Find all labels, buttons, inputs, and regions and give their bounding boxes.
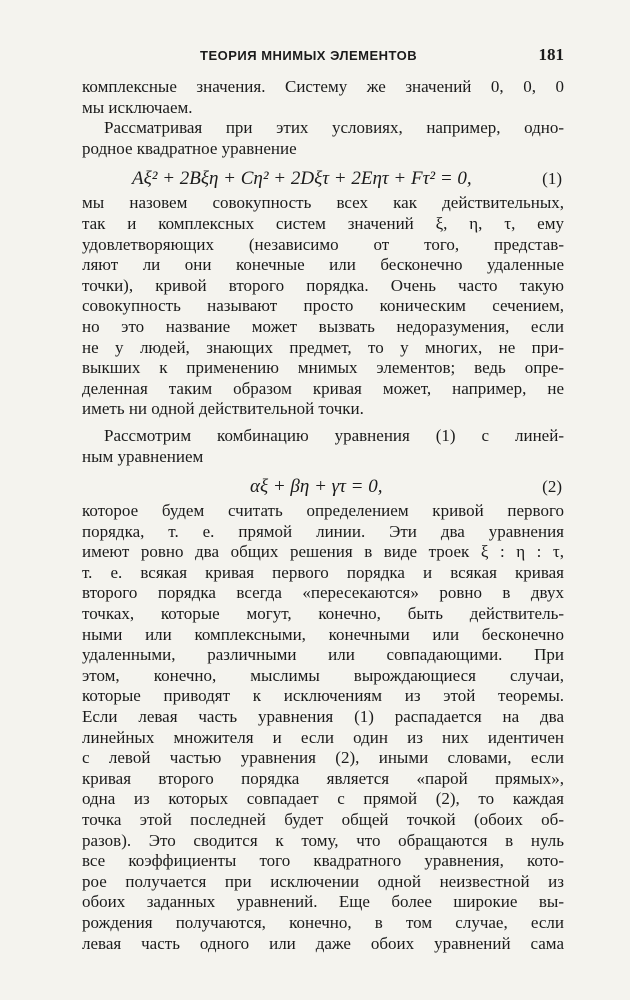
running-title: ТЕОРИЯ МНИМЫХ ЭЛЕМЕНТОВ bbox=[200, 48, 418, 63]
equation-1-number: (1) bbox=[542, 169, 562, 189]
text-line: иметь ни одной действительной точки. bbox=[82, 399, 364, 419]
text-line: мы назовем совокупность всех как действительных, bbox=[82, 193, 564, 213]
text-line: обоих заданных уравнений. Еще более широкие вы- bbox=[82, 892, 564, 912]
equation-1-expression: Aξ² + 2Bξη + Cη² + 2Dξτ + 2Eητ + Fτ² = 0, bbox=[132, 168, 472, 190]
text-line: родное квадратное уравнение bbox=[82, 138, 297, 158]
equation-1 bbox=[82, 159, 564, 193]
text-line: порядка, т. е. прямой линии. Эти два уравнения bbox=[82, 521, 564, 541]
text-line: ляют ли они конечные или бесконечно удаленные bbox=[82, 255, 564, 275]
equation-2-expression: αξ + βη + γτ = 0, bbox=[250, 476, 383, 498]
text-line: точка этой последней будет общей точкой (обоих об- bbox=[82, 810, 564, 829]
text-line: комплексные значения. Систему же значений 0, 0, 0 bbox=[82, 77, 564, 96]
text-line: рождения получаются, конечно, в том случае, если bbox=[82, 912, 564, 932]
text-line: с левой частью уравнения (2), иными словами, если bbox=[82, 748, 564, 768]
paragraph-1 bbox=[82, 77, 564, 118]
text-line: деленная таким образом кривая может, например, не bbox=[82, 378, 564, 398]
text-line: но это название может вызвать недоразумения, если bbox=[82, 316, 564, 336]
text-line: так и комплексных систем значений ξ, η, τ, ему bbox=[82, 213, 564, 233]
text-line: рое получается при исключении одной неизвестной из bbox=[82, 871, 564, 891]
equation-2 bbox=[82, 467, 564, 501]
page-header bbox=[82, 45, 564, 72]
paragraph-3 bbox=[82, 193, 564, 420]
paragraph-4 bbox=[82, 426, 564, 467]
text-line: выкших к применению мнимых элементов; ведь опре- bbox=[82, 358, 564, 378]
text-line: Рассмотрим комбинацию уравнения (1) с линей- bbox=[104, 425, 564, 445]
equation-2-number: (2) bbox=[542, 477, 562, 497]
text-line: кривая второго порядка является «парой прямых», bbox=[82, 768, 564, 788]
text-line: точки), кривой второго порядка. Очень часто такую bbox=[82, 275, 564, 295]
text-line: все коэффициенты того квадратного уравнения, кото- bbox=[82, 851, 564, 871]
text-line: совокупность называют просто коническим сечением, bbox=[82, 296, 564, 316]
text-line: удаленными, различными или совпадающими. При bbox=[82, 645, 564, 665]
paragraph-5 bbox=[82, 501, 564, 954]
text-line: одна из которых совпадает с прямой (2), то каждая bbox=[82, 789, 564, 809]
text-line: ным уравнением bbox=[82, 446, 204, 466]
text-line: ными или комплексными, конечными или бесконечно bbox=[82, 624, 564, 644]
text-line: которое будем считать определением кривой первого bbox=[82, 501, 564, 521]
text-line: т. е. всякая кривая первого порядка и всякая кривая bbox=[82, 562, 564, 582]
text-line: линейных множителя и если один из них идентичен bbox=[82, 727, 564, 747]
text-line: которые приводят к исключениям из этой теоремы. bbox=[82, 686, 564, 706]
text-line: Рассматривая при этих условиях, например, одно- bbox=[104, 118, 564, 138]
text-line: удовлетворяющих (независимо от того, представ- bbox=[82, 234, 564, 254]
paragraph-2 bbox=[82, 118, 564, 159]
text-line: левая часть одного или даже обоих уравнений сама bbox=[82, 933, 564, 953]
page-body bbox=[82, 77, 564, 954]
text-line: второго порядка всегда «пересекаются» ровно в двух bbox=[82, 583, 564, 603]
text-line: Если левая часть уравнения (1) распадается на два bbox=[82, 707, 564, 727]
text-line: мы исключаем. bbox=[82, 97, 193, 117]
page-number: 181 bbox=[538, 45, 564, 64]
text-line: точках, которые могут, конечно, быть действитель- bbox=[82, 604, 564, 624]
text-line: имеют ровно два общих решения в виде троек ξ : η : τ, bbox=[82, 542, 564, 562]
text-line: не у людей, знающих предмет, то у многих, не при- bbox=[82, 337, 564, 357]
text-line: разов). Это сводится к тому, что обращаются в нуль bbox=[82, 830, 564, 850]
text-line: этом, конечно, мыслимы вырождающиеся случаи, bbox=[82, 665, 564, 685]
